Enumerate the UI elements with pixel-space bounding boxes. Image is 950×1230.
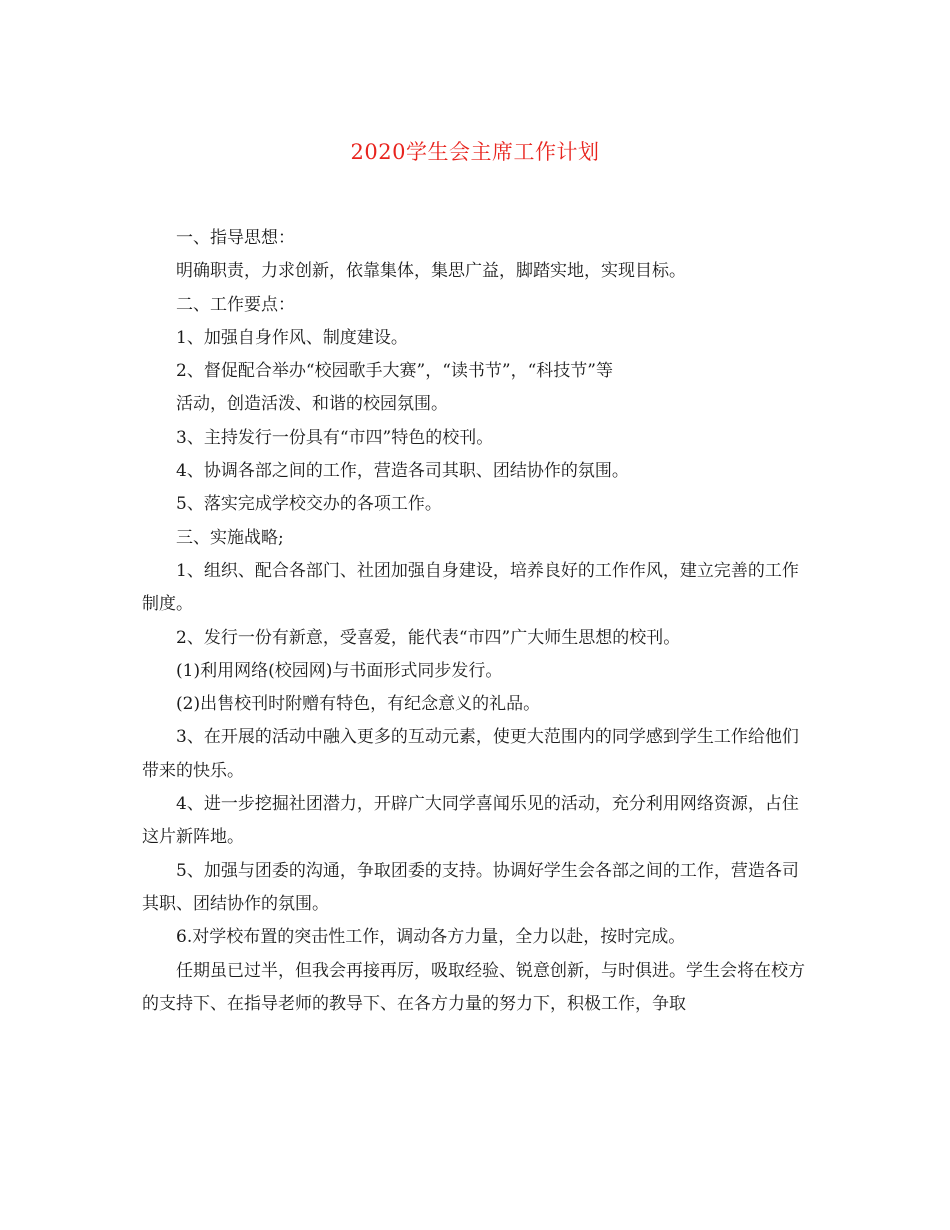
- paragraph: 5、加强与团委的沟通，争取团委的支持。协调好学生会各部之间的工作，营造各司其职、团结协作的氛围。: [142, 860, 799, 914]
- paragraph: 一、指导思想：: [176, 228, 295, 248]
- paragraph: 1、组织、配合各部门、社团加强自身建设，培养良好的工作作风，建立完善的工作制度。: [142, 560, 799, 615]
- paragraph: 二、工作要点：: [176, 294, 295, 315]
- paragraph: 6.对学校布置的突击性工作，调动各方力量，全力以赴，按时完成。: [176, 927, 686, 948]
- paragraph: 2、督促配合举办“校园歌手大赛”，“读书节”，“科技节”等: [176, 361, 613, 382]
- paragraph: 4、协调各部之间的工作，营造各司其职、团结协作的氛围。: [176, 461, 629, 482]
- paragraph: 1、加强自身作风、制度建设。: [176, 327, 408, 348]
- paragraph: 任期虽已过半，但我会再接再厉，吸取经验、锐意创新，与时俱进。学生会将在校方的支持下、在指导老师的教导下、在各方力量的努力下，积极工作，争取: [142, 960, 805, 1014]
- paragraph: (1)利用网络(校园网)与书面形式同步发行。: [176, 660, 503, 681]
- paragraph: 明确职责，力求创新，依靠集体，集思广益，脚踏实地，实现目标。: [176, 261, 686, 282]
- paragraph: 三、实施战略;: [176, 527, 284, 548]
- paragraph: 3、在开展的活动中融入更多的互动元素，使更大范围内的同学感到学生工作给他们带来的快乐。: [142, 727, 799, 781]
- paragraph: 活动，创造活泼、和谐的校园氛围。: [176, 394, 448, 415]
- document-title: 2020学生会主席工作计划: [350, 140, 600, 164]
- paragraph: 2、发行一份有新意，受喜爱，能代表“市四”广大师生思想的校刊。: [176, 627, 681, 648]
- paragraph: 3、主持发行一份具有“市四”特色的校刊。: [176, 427, 494, 448]
- document-body: [142, 222, 810, 1021]
- paragraph: (2)出售校刊时附赠有特色，有纪念意义的礼品。: [176, 694, 541, 715]
- paragraph: 4、进一步挖掘社团潜力，开辟广大同学喜闻乐见的活动，充分利用网络资源，占住这片新阵地。: [142, 794, 799, 848]
- paragraph: 5、落实完成学校交办的各项工作。: [176, 494, 442, 515]
